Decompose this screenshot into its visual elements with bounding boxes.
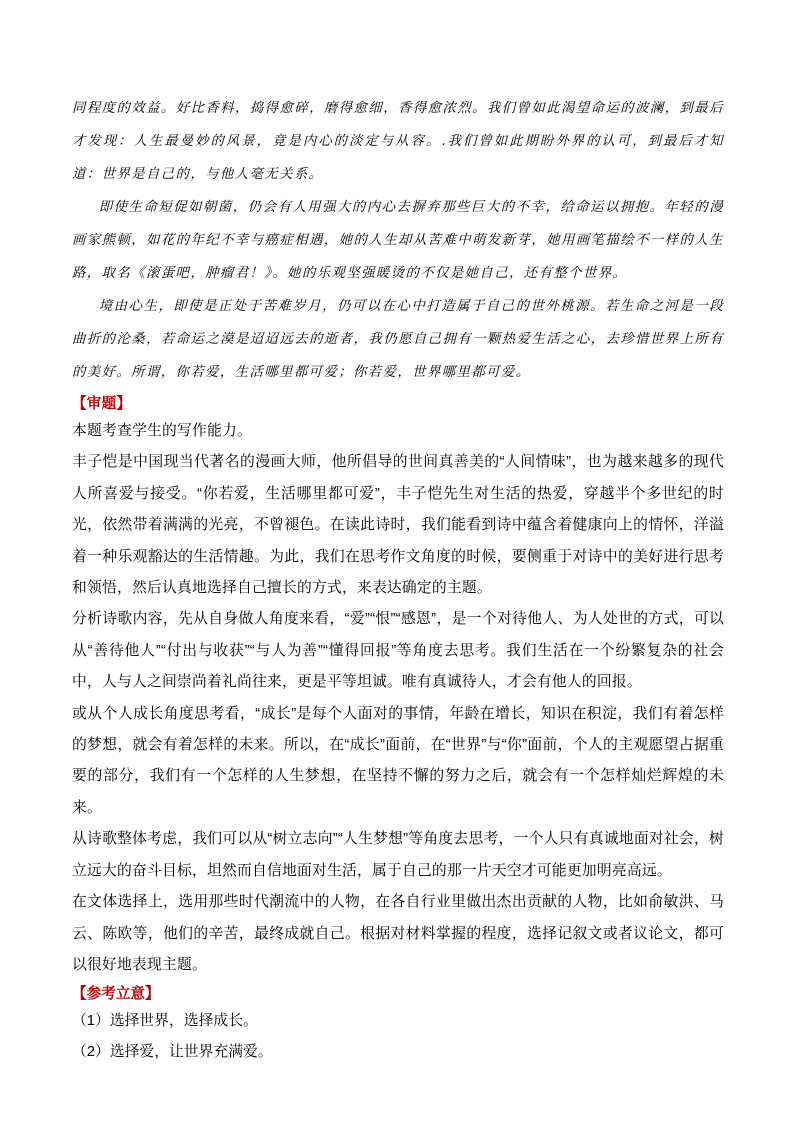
essay-paragraph: 境由心生，即使是正处于苦难岁月，仍可以在心中打造属于自己的世外桃源。若生命之河是一段曲折的沦桑，若命运之漠是迢迢远去的逝者，我仍愿自己拥有一颗热爱生活之心，去珍惜世界上所有的美好。所谓，你若爱，生活哪里都可爱；你若爱，世界哪里都可爱。 [72, 299, 724, 380]
reference-item: （2）选择爱，让世界充满爱。 [72, 1044, 273, 1061]
essay-paragraph: 同程度的效益。好比香料，捣得愈碎，磨得愈细，香得愈浓烈。我们曾如此渴望命运的波澜，到最后才发现：人生最曼妙的风景，竟是内心的淡定与从容。.我们曾如此期盼外界的认可，到最后才知道：世界是自己的，与他人毫无关系。 [72, 101, 724, 182]
analysis-paragraph: 或从个人成长角度思考看，“成长”是每个人面对的事情，年龄在增长，知识在积淀，我们有着怎样的梦想，就会有着怎样的未来。所以，在“成长”面前，在“世界”与“你”面前，个人的主观愿望占据重要的部分，我们有一个怎样的人生梦想，在坚持不懈的努力之后，就会有一个怎样灿烂辉煌的未来。 [72, 705, 724, 816]
sample-essay [72, 92, 724, 389]
reference-heading: 【参考立意】 [72, 985, 160, 1003]
analysis-paragraph: 从诗歌整体考虑，我们可以从“树立志向”“人生梦想”等角度去思考，一个人只有真诚地面对社会，树立远大的奋斗目标，坦然而自信地面对生活，属于自己的那一片天空才可能更加明亮高远。 [72, 831, 724, 879]
analysis-paragraph: 在文体选择上，选用那些时代潮流中的人物，在各自行业里做出杰出贡献的人物，比如俞敏洪、马云、陈欧等，他们的辛苦，最终成就自己。根据对材料掌握的程度，选择记叙文或者议论文，都可以很好地表现主题。 [72, 894, 724, 973]
document-page [72, 92, 724, 1068]
analysis-section [72, 391, 724, 981]
analysis-paragraph: 分析诗歌内容，先从自身做人角度来看，“爱”“恨”“感恩”，是一个对待他人、为人处世的方式，可以从“善待他人”“付出与收获”“与人为善”“懂得回报”等角度去思考。我们生活在一个纷繁复杂的社会中，人与人之间崇尚着礼尚往来，更是平等坦诚。唯有真诚待人，才会有他人的回报。 [72, 611, 724, 691]
essay-paragraph: 即使生命短促如朝菌，仍会有人用强大的内心去摒弃那些巨大的不幸，给命运以拥抱。年轻的漫画家熊顿，如花的年纪不幸与癌症相遇，她的人生却从苦难中萌发新芽，她用画笔描绘不一样的人生路，取名《滚蛋吧，肿瘤君！》。她的乐观坚强暖烫的不仅是她自己，还有整个世界。 [72, 200, 724, 281]
analysis-heading: 【审题】 [72, 395, 132, 412]
analysis-paragraph: 本题考查学生的写作能力。 [72, 423, 252, 439]
reference-item: （1）选择世界，选择成长。 [72, 1013, 258, 1030]
reference-idea-section [72, 981, 724, 1068]
analysis-paragraph: 丰子恺是中国现当代著名的漫画大师，他所倡导的世间真善美的“人间情味”，也为越来越多的现代人所喜爱与接受。“你若爱，生活哪里都可爱”，丰子恺先生对生活的热爱，穿越半个多世纪的时光，依然带着满满的光亮，不曾褪色。在读此诗时，我们能看到诗中蕴含着健康向上的情怀，洋溢着一种乐观豁达的生活情趣。为此，我们在思考作文角度的时候，要侧重于对诗中的美好进行思考和领悟，然后认真地选择自己擅长的方式，来表达确定的主题。 [72, 454, 724, 597]
